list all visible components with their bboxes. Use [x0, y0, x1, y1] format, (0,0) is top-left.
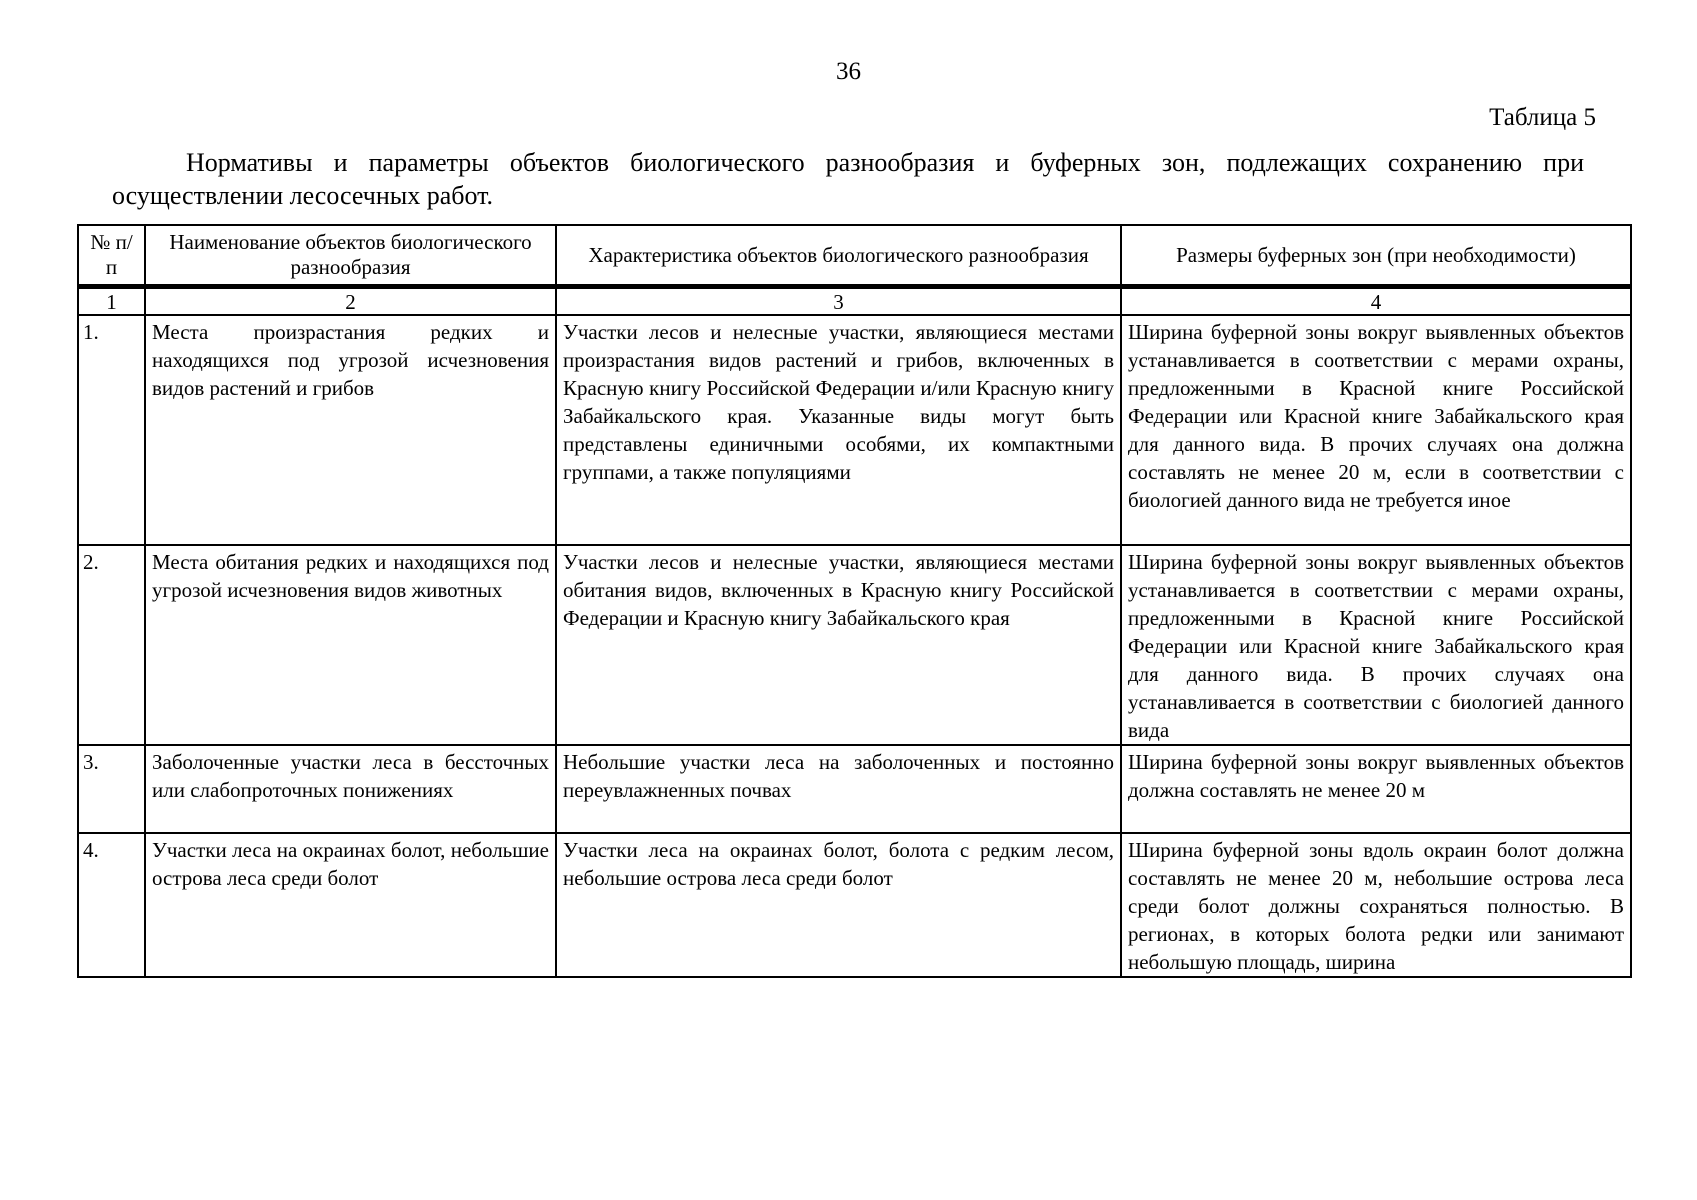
buffer-zone-cell: Ширина буферной зоны вокруг выявленных объектов устанавливается в соответствии с мерами охраны, предложенными в Красной книге Российской Федерации или Красной книге Забайкальского края для данного вида. В прочих случаях она устанавливается в соответствии с биологией данного вида: [1121, 545, 1631, 745]
table-header-row: [78, 225, 1631, 287]
row-number: 1.: [78, 315, 145, 545]
table-label: Таблица 5: [1489, 104, 1596, 131]
column-number: 4: [1121, 287, 1631, 316]
header-buffer-size: Размеры буферных зон (при необходимости): [1121, 225, 1631, 287]
row-number: 2.: [78, 545, 145, 745]
column-number-row: [78, 287, 1631, 316]
header-characteristic: Характеристика объектов биологического разнообразия: [556, 225, 1121, 287]
table-row: [78, 745, 1631, 833]
column-number: 1: [78, 287, 145, 316]
characteristic-cell: Участки леса на окраинах болот, болота с редким лесом, небольшие острова леса среди болот: [556, 833, 1121, 977]
header-object-name: Наименование объектов биологического разнообразия: [145, 225, 556, 287]
table-row: [78, 315, 1631, 545]
norms-table: [77, 224, 1632, 978]
characteristic-cell: Небольшие участки леса на заболоченных и постоянно переувлажненных почвах: [556, 745, 1121, 833]
object-name-cell: Места обитания редких и находящихся под угрозой исчезновения видов животных: [145, 545, 556, 745]
row-number: 4.: [78, 833, 145, 977]
object-name-cell: Места произрастания редких и находящихся под угрозой исчезновения видов растений и грибов: [145, 315, 556, 545]
row-number: 3.: [78, 745, 145, 833]
document-title: Нормативы и параметры объектов биологического разнообразия и буферных зон, подлежащих сохранению при осуществлении лесосечных работ.: [112, 148, 1584, 210]
table-row: [78, 833, 1631, 977]
column-number: 3: [556, 287, 1121, 316]
buffer-zone-cell: Ширина буферной зоны вокруг выявленных объектов должна составлять не менее 20 м: [1121, 745, 1631, 833]
table-row: [78, 545, 1631, 745]
header-number: № п/п: [78, 225, 145, 287]
buffer-zone-cell: Ширина буферной зоны вокруг выявленных объектов устанавливается в соответствии с мерами охраны, предложенными в Красной книге Российской Федерации или Красной книге Забайкальского края для данного вида. В прочих случаях она должна составлять не менее 20 м, если в соответствии с биологией данного вида не требуется иное: [1121, 315, 1631, 545]
object-name-cell: Участки леса на окраинах болот, небольшие острова леса среди болот: [145, 833, 556, 977]
object-name-cell: Заболоченные участки леса в бессточных или слабопроточных понижениях: [145, 745, 556, 833]
characteristic-cell: Участки лесов и нелесные участки, являющиеся местами обитания видов, включенных в Красную книгу Российской Федерации и Красную книгу Забайкальского края: [556, 545, 1121, 745]
buffer-zone-cell: Ширина буферной зоны вдоль окраин болот должна составлять не менее 20 м, небольшие острова леса среди болот должны сохраняться полностью. В регионах, в которых болота редки или занимают небольшую площадь, ширина: [1121, 833, 1631, 977]
page-number: 36: [836, 58, 861, 85]
column-number: 2: [145, 287, 556, 316]
characteristic-cell: Участки лесов и нелесные участки, являющиеся местами произрастания видов растений и грибов, включенных в Красную книгу Российской Федерации и/или Красную книгу Забайкальского края. Указанные виды могут быть представлены единичными особями, их компактными группами, а также популяциями: [556, 315, 1121, 545]
